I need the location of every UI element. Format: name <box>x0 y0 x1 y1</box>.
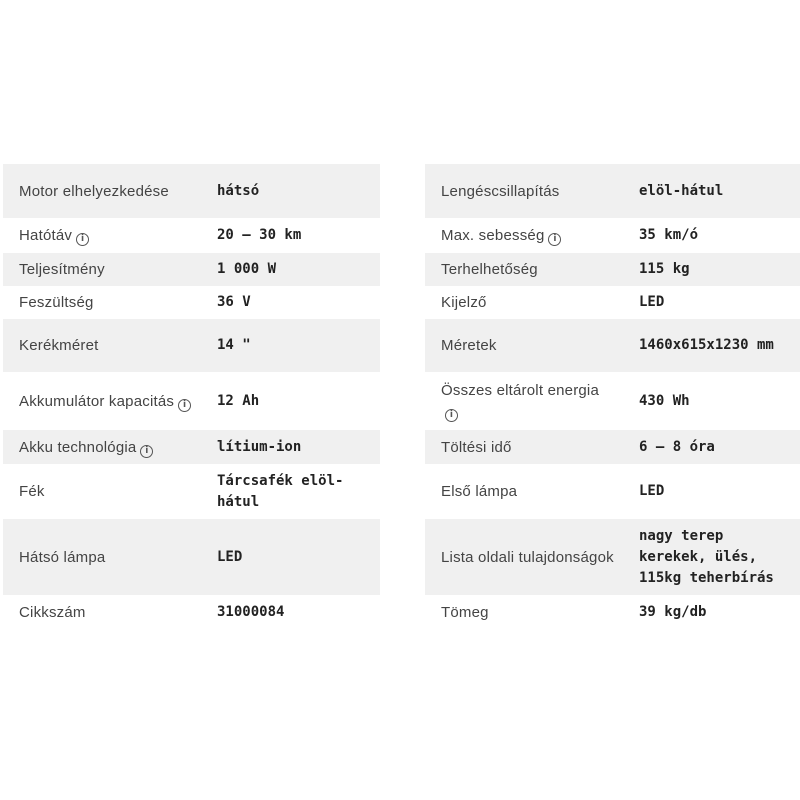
spec-value: 12 Ah <box>217 392 260 409</box>
spec-row <box>425 253 800 286</box>
spec-label-cell <box>3 164 201 218</box>
spec-table-left <box>3 164 380 629</box>
spec-row <box>425 164 800 218</box>
spec-value: hátsó <box>217 182 260 199</box>
spec-row <box>425 464 800 519</box>
spec-label: Összes eltárolt energia <box>441 382 600 399</box>
spec-label: Kijelző <box>441 294 487 311</box>
spec-value: 1460x615x1230 mm <box>639 337 774 353</box>
spec-label-cell <box>3 253 201 286</box>
spec-label: Tömeg <box>441 603 489 621</box>
spec-row <box>3 464 380 519</box>
spec-label: Terhelhetőség <box>441 261 538 278</box>
spec-value: 430 Wh <box>639 392 690 409</box>
spec-label-cell <box>3 595 201 629</box>
spec-label-cell <box>3 372 201 430</box>
spec-value: Tárcsafék elöl-hátul <box>217 472 344 510</box>
spec-label: Első lámpa <box>441 483 518 500</box>
spec-row <box>425 595 800 629</box>
spec-label: Cikkszám <box>19 603 86 621</box>
spec-value: lítium-ion <box>217 438 302 455</box>
spec-label-cell <box>3 464 201 519</box>
info-icon[interactable]: i <box>140 445 153 458</box>
spec-label-cell <box>3 430 201 464</box>
spec-label-cell <box>3 519 201 595</box>
spec-label: Kerékméret <box>19 337 99 354</box>
spec-row <box>3 319 380 372</box>
spec-label-cell <box>3 286 201 319</box>
spec-value: elöl-hátul <box>639 182 724 199</box>
info-icon[interactable]: i <box>548 233 561 246</box>
spec-row <box>425 286 800 319</box>
spec-value: 35 km/ó <box>639 227 699 243</box>
spec-label-cell <box>425 464 623 519</box>
info-icon[interactable]: i <box>178 399 191 412</box>
spec-label: Fék <box>19 483 45 500</box>
spec-label: Hátsó lámpa <box>19 548 106 566</box>
info-icon[interactable]: i <box>445 409 458 422</box>
spec-value: 115 kg <box>639 261 690 277</box>
spec-row <box>3 430 380 464</box>
spec-value: LED <box>639 294 665 310</box>
spec-value: 14 " <box>217 337 251 353</box>
spec-row <box>425 519 800 595</box>
spec-label-cell <box>3 218 201 253</box>
spec-label: Méretek <box>441 337 497 354</box>
spec-label: Teljesítmény <box>19 261 105 278</box>
spec-label: Feszültség <box>19 294 94 311</box>
spec-label-cell <box>425 595 623 629</box>
spec-row <box>3 218 380 253</box>
spec-row <box>3 286 380 319</box>
spec-label-cell <box>425 218 623 253</box>
spec-label: Akkumulátor kapacitás <box>19 392 175 410</box>
spec-label: Akku technológia <box>19 438 137 456</box>
spec-table-right <box>425 164 800 629</box>
spec-value: 39 kg/db <box>639 603 707 620</box>
spec-row <box>3 372 380 430</box>
spec-row <box>3 253 380 286</box>
spec-value: 31000084 <box>217 603 285 620</box>
spec-label: Hatótáv <box>19 227 73 244</box>
spec-value: LED <box>639 483 665 499</box>
spec-label: Max. sebesség <box>441 227 545 244</box>
spec-row <box>425 372 800 430</box>
spec-label: Lengéscsillapítás <box>441 182 560 200</box>
spec-label: Töltési idő <box>441 438 512 456</box>
spec-label-cell <box>3 319 201 372</box>
spec-value: 6 – 8 óra <box>639 438 715 455</box>
spec-value: 36 V <box>217 294 251 310</box>
spec-value: nagy terep kerekek, ülés, 115kg teherbírás <box>639 527 774 586</box>
spec-row <box>3 164 380 218</box>
spec-row <box>3 595 380 629</box>
spec-value: 20 – 30 km <box>217 227 302 243</box>
spec-label-cell <box>425 430 623 464</box>
spec-row <box>3 519 380 595</box>
spec-label-cell <box>425 286 623 319</box>
spec-label: Lista oldali tulajdonságok <box>441 548 614 566</box>
spec-label-cell <box>425 164 623 218</box>
spec-label-cell <box>425 253 623 286</box>
spec-value: LED <box>217 548 243 565</box>
spec-value: 1 000 W <box>217 261 277 277</box>
spec-row <box>425 319 800 372</box>
spec-label-cell <box>425 372 623 430</box>
spec-label-cell <box>425 519 623 595</box>
spec-label-cell <box>425 319 623 372</box>
spec-row <box>425 218 800 253</box>
spec-row <box>425 430 800 464</box>
info-icon[interactable]: i <box>76 233 89 246</box>
spec-label: Motor elhelyezkedése <box>19 182 169 200</box>
